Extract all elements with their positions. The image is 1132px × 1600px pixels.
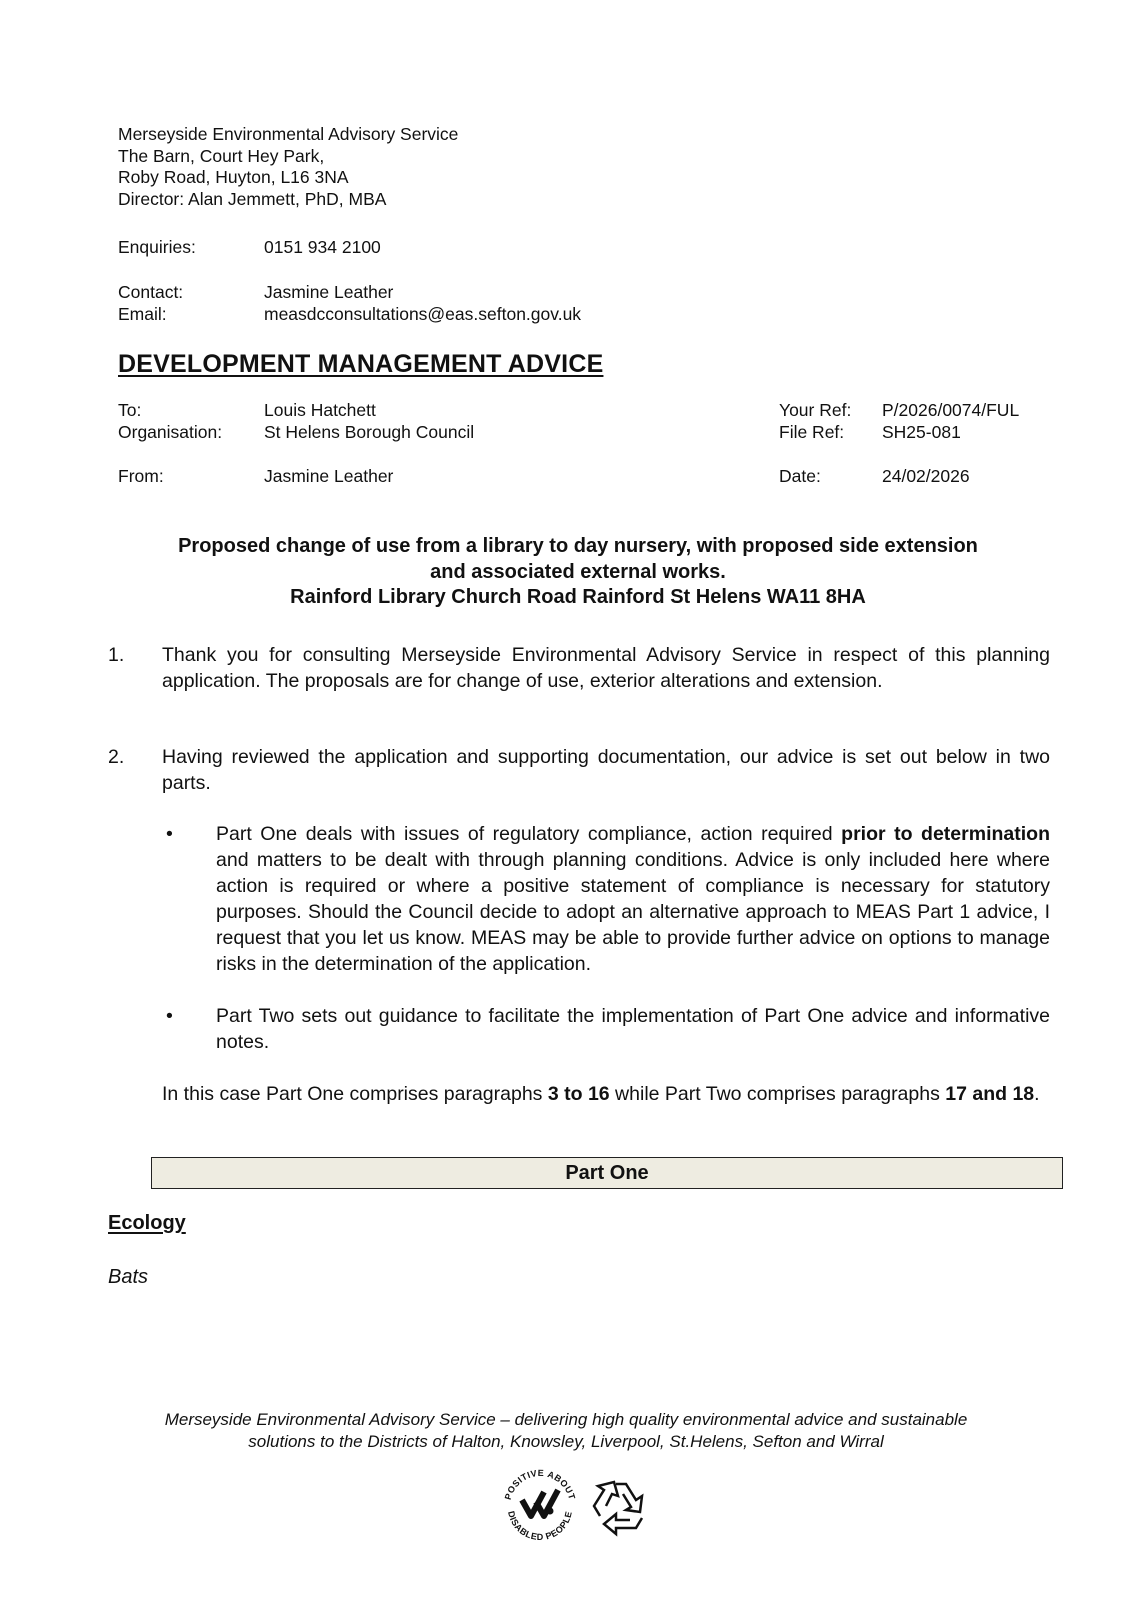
contact-label: Contact: bbox=[118, 282, 184, 302]
to-label: To: bbox=[118, 400, 142, 420]
two-ticks-icon bbox=[503, 1468, 578, 1542]
email-label: Email: bbox=[118, 304, 167, 324]
bullet-part-one bbox=[216, 821, 1050, 977]
ecology-heading: Ecology bbox=[108, 1212, 186, 1234]
file-ref-value: SH25-081 bbox=[882, 422, 961, 442]
disability-logo-top-text: POSITIVE ABOUT bbox=[502, 1467, 578, 1501]
subject-line: and associated external works. bbox=[430, 560, 726, 583]
email-address: measdcconsultations@eas.sefton.gov.uk bbox=[264, 304, 582, 324]
date-value: 24/02/2026 bbox=[882, 466, 970, 486]
your-ref-label: Your Ref: bbox=[779, 400, 852, 420]
contact-name: Jasmine Leather bbox=[264, 282, 394, 302]
to-value: Louis Hatchett bbox=[264, 400, 376, 420]
subject-line: Proposed change of use from a library to day nursery, with proposed side extension bbox=[178, 535, 978, 557]
footer-line: Merseyside Environmental Advisory Service – delivering high quality environmental advice and sustainable bbox=[164, 1410, 968, 1429]
address-line: Director: Alan Jemmett, PhD, MBA bbox=[118, 188, 387, 209]
footer-line: solutions to the Districts of Halton, Knowsley, Liverpool, St.Helens, Sefton and Wirral bbox=[248, 1432, 884, 1451]
date-label: Date: bbox=[779, 466, 821, 486]
summary-range: 17 and 18 bbox=[945, 1083, 1035, 1105]
from-value: Jasmine Leather bbox=[264, 466, 394, 486]
footer-tagline bbox=[96, 1409, 1036, 1453]
summary-text: In this case Part One comprises paragraphs bbox=[162, 1083, 548, 1105]
subject-address: Rainford Library Church Road Rainford St Helens WA11 8HA bbox=[290, 586, 866, 608]
application-subject bbox=[108, 534, 1048, 611]
disability-logo-bottom-text: DISABLED PEOPLE bbox=[506, 1510, 574, 1543]
organisation-value: St Helens Borough Council bbox=[264, 422, 475, 442]
your-ref-value: P/2026/0074/FUL bbox=[882, 400, 1020, 420]
paragraph-1: Thank you for consulting Merseyside Environmental Advisory Service in respect of this planning application. The proposals are for change of use, exterior alterations and extension. bbox=[162, 644, 1050, 692]
summary-text: while Part Two comprises paragraphs bbox=[609, 1083, 946, 1105]
from-label: From: bbox=[118, 466, 164, 486]
enquiries-phone: 0151 934 2100 bbox=[264, 237, 381, 257]
logo-graphics bbox=[500, 1466, 670, 1546]
bats-subheading: Bats bbox=[108, 1266, 149, 1288]
bullet-icon: • bbox=[166, 1005, 173, 1027]
document-title: DEVELOPMENT MANAGEMENT ADVICE bbox=[118, 350, 604, 378]
paragraph-2: Having reviewed the application and supporting documentation, our advice is set out below in two parts. bbox=[162, 746, 1050, 794]
recycle-icon bbox=[594, 1482, 642, 1534]
bullet-icon: • bbox=[166, 823, 173, 845]
address-line: Merseyside Environmental Advisory Service bbox=[118, 124, 459, 144]
part-one-heading: Part One bbox=[151, 1157, 1063, 1189]
organisation-label: Organisation: bbox=[118, 422, 223, 442]
paragraph-number: 2. bbox=[108, 746, 125, 768]
file-ref-label: File Ref: bbox=[779, 422, 845, 442]
footer-logos bbox=[500, 1466, 670, 1551]
enquiries-label: Enquiries: bbox=[118, 237, 196, 257]
bullet-text: Part One deals with issues of regulatory compliance, action required bbox=[216, 823, 842, 845]
bullet-emphasis: prior to determination bbox=[841, 823, 1050, 845]
summary-text: . bbox=[1034, 1083, 1040, 1105]
summary-range: 3 to 16 bbox=[547, 1083, 610, 1105]
paragraph-number: 1. bbox=[108, 644, 125, 666]
address-line: Roby Road, Huyton, L16 3NA bbox=[118, 167, 349, 187]
bullet-part-two: Part Two sets out guidance to facilitate the implementation of Part One advice and informative notes. bbox=[216, 1005, 1050, 1053]
bullet-text: and matters to be dealt with through planning conditions. Advice is only included here where action is required or where a positive statement of compliance is necessary for statutory purposes. Should the Council decide to adopt an alternative approach to MEAS Part 1 advice, I request that you let us know. MEAS may be able to provide further advice on options to manage risks in the determination of the application. bbox=[216, 849, 1050, 975]
address-line: The Barn, Court Hey Park, bbox=[118, 145, 325, 166]
sender-address bbox=[118, 124, 458, 210]
parts-summary bbox=[162, 1081, 1050, 1107]
